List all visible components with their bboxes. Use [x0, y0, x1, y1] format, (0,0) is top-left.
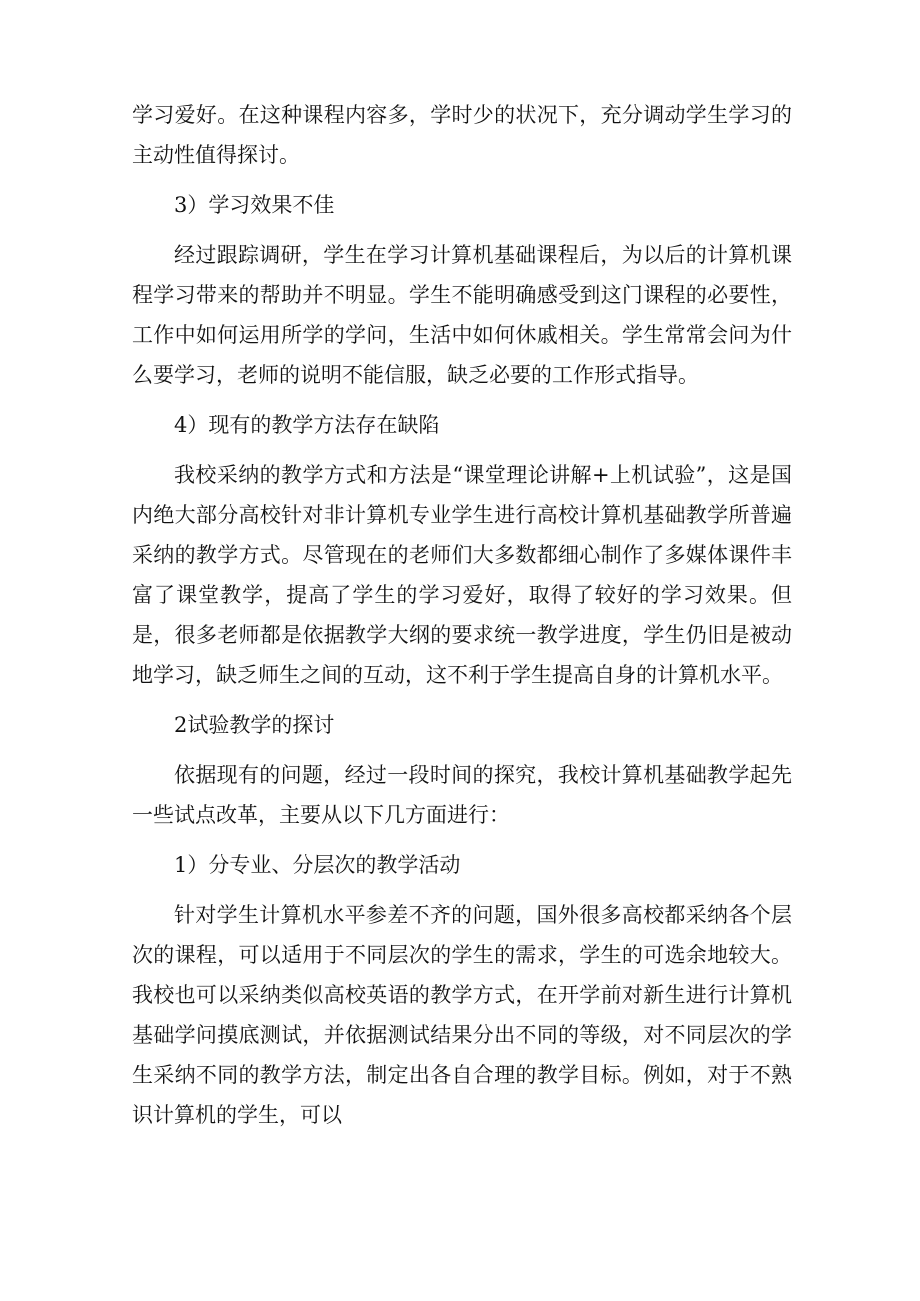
section-heading-teaching-method: 4）现有的教学方法存在缺陷: [174, 413, 440, 437]
document-body: [132, 95, 792, 1145]
section-heading-learning-effect: 3）学习效果不佳: [174, 193, 335, 217]
paragraph-9: 针对学生计算机水平参差不齐的问题，国外很多高校都采纳各个层次的课程，可以适用于不同层次的学生的需求，学生的可选余地较大。我校也可以采纳类似高校英语的教学方式，在开学前对新生进行计算机基础学问摸底测试，并依据测试结果分出不同的等级，对不同层次的学生采纳不同的教学方法，制定出各自合理的教学目标。例如，对于不熟识计算机的学生，可以: [132, 903, 792, 1127]
section-heading-experimental-teaching: 2试验教学的探讨: [174, 713, 335, 737]
paragraph-7: 依据现有的问题，经过一段时间的探究，我校计算机基础教学起先一些试点改革，主要从以下几方面进行：: [132, 763, 792, 827]
section-heading-layered-teaching: 1）分专业、分层次的教学活动: [174, 853, 461, 877]
paragraph-1: 学习爱好。在这种课程内容多，学时少的状况下，充分调动学生学习的主动性值得探讨。: [132, 103, 792, 167]
paragraph-5: 我校采纳的教学方式和方法是“课堂理论讲解+上机试验”，这是国内绝大部分高校针对非计算机专业学生进行高校计算机基础教学所普遍采纳的教学方式。尽管现在的老师们大多数都细心制作了多媒体课件丰富了课堂教学，提高了学生的学习爱好，取得了较好的学习效果。但是，很多老师都是依据教学大纲的要求统一教学进度，学生仍旧是被动地学习，缺乏师生之间的互动，这不利于学生提高自身的计算机水平。: [132, 463, 792, 687]
paragraph-3: 经过跟踪调研，学生在学习计算机基础课程后，为以后的计算机课程学习带来的帮助并不明显。学生不能明确感受到这门课程的必要性，工作中如何运用所学的学问，生活中如何休戚相关。学生常常会问为什么要学习，老师的说明不能信服，缺乏必要的工作形式指导。: [132, 243, 792, 387]
